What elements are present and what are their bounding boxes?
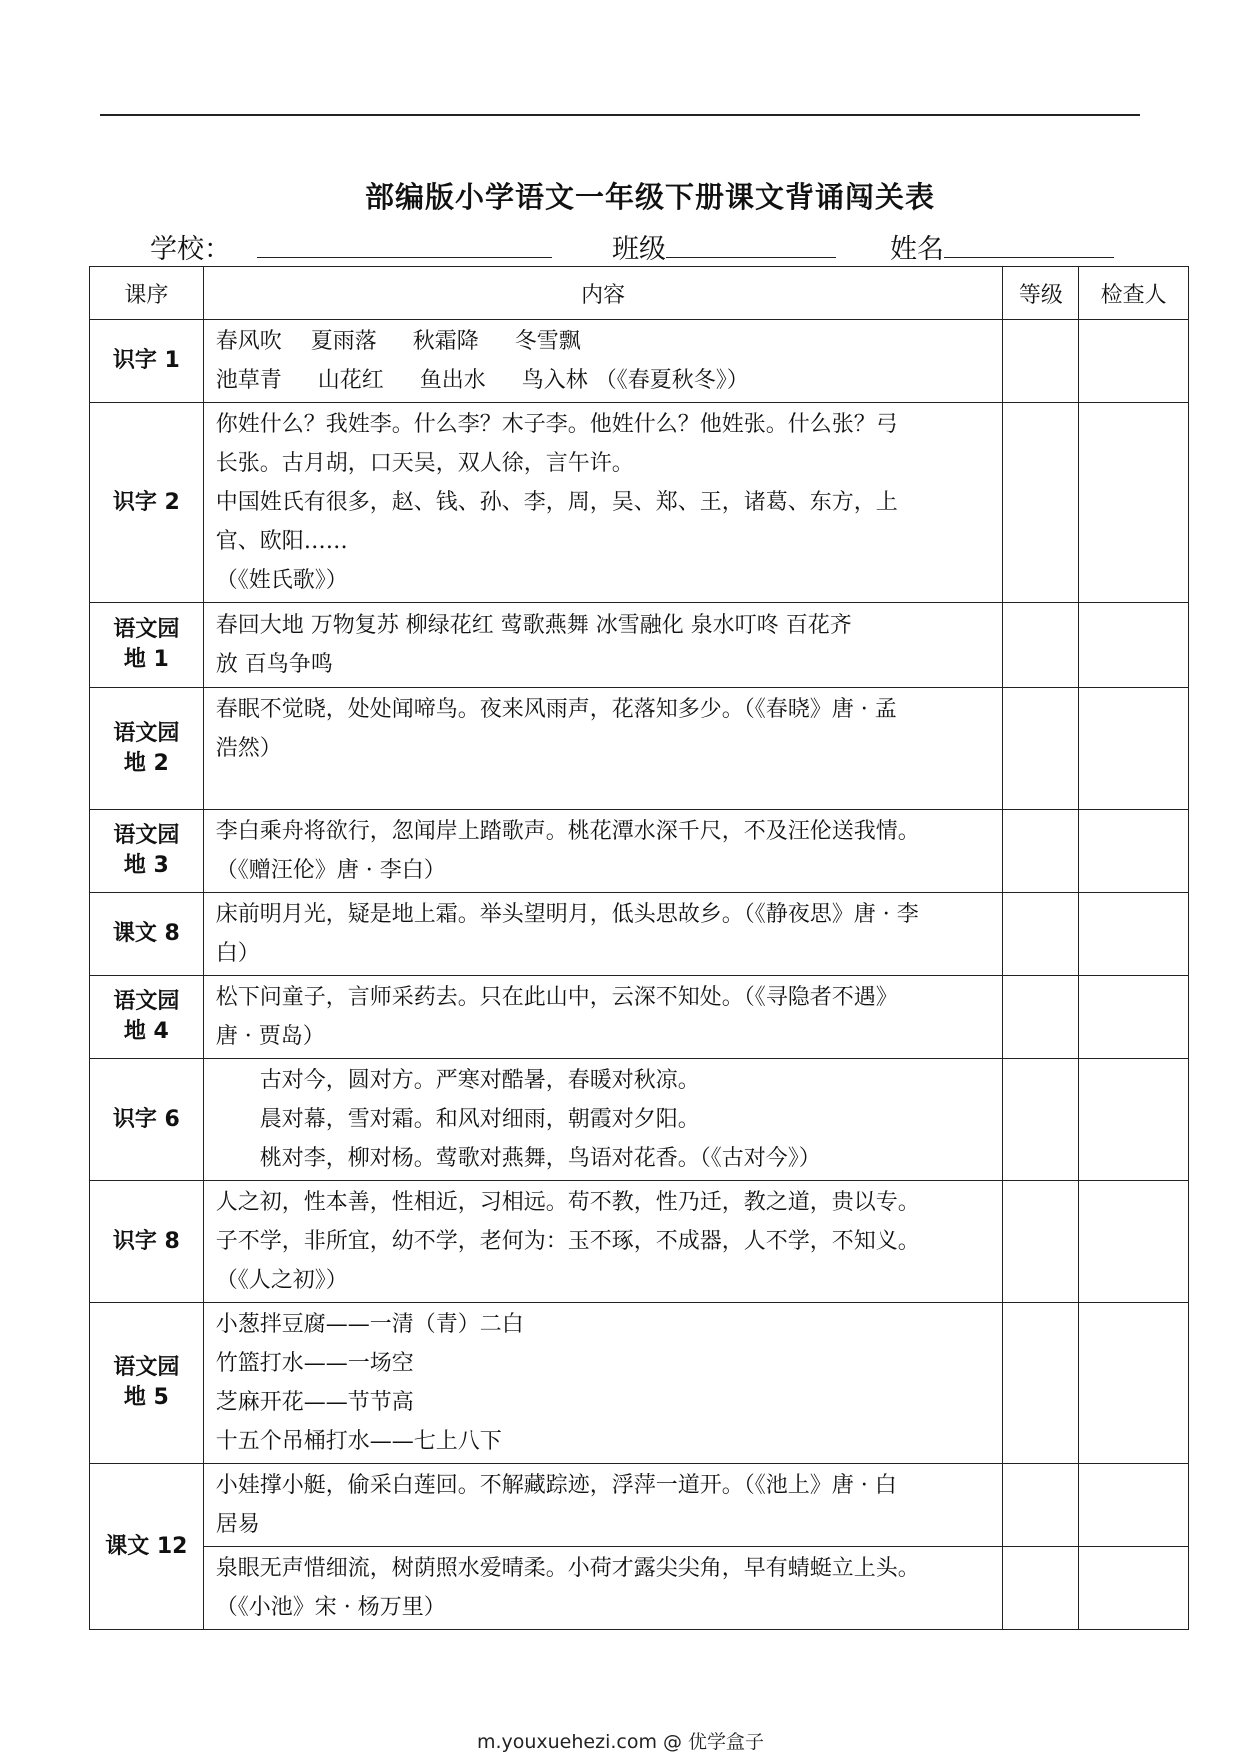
lesson-code: 识字 6 (90, 1059, 204, 1181)
checker-cell[interactable] (1079, 1303, 1189, 1464)
class-blank[interactable] (666, 231, 836, 258)
grade-cell[interactable] (1003, 1303, 1079, 1464)
lesson-code: 语文园 地 4 (90, 976, 204, 1059)
lesson-code: 语文园 地 2 (90, 688, 204, 810)
recitation-content (203, 1181, 1003, 1303)
header-order: 课序 (90, 267, 204, 320)
content-line: 你姓什么？我姓李。什么李？木子李。他姓什么？他姓张。什么张？弓 (215, 412, 898, 437)
recitation-content (203, 320, 1003, 403)
content-line: 李白乘舟将欲行，忽闻岸上踏歌声。桃花潭水深千尺，不及汪伦送我情。 (215, 819, 920, 844)
checker-cell[interactable] (1079, 320, 1189, 403)
lesson-code: 语文园 地 5 (90, 1303, 204, 1464)
recitation-content (203, 1059, 1003, 1181)
recitation-content (203, 688, 1003, 810)
grade-cell[interactable] (1003, 1464, 1079, 1547)
header-grade: 等级 (1003, 267, 1079, 320)
grade-cell[interactable] (1003, 603, 1079, 688)
checker-cell[interactable] (1079, 810, 1189, 893)
content-line: 池草青 山花红 鱼出水 鸟入林 （《春夏秋冬》） (215, 368, 749, 393)
content-line: 唐 · 贾岛） (215, 1024, 325, 1049)
content-line: 春风吹 夏雨落 秋霜降 冬雪飘 (215, 329, 581, 354)
recitation-content (203, 403, 1003, 603)
content-line: 竹篮打水——一场空 (215, 1351, 414, 1376)
grade-cell[interactable] (1003, 1181, 1079, 1303)
lesson-code: 识字 8 (90, 1181, 204, 1303)
footer-watermark: m.youxuehezi.com @ 优学盒子 (476, 1731, 765, 1753)
school-label: 学校： (150, 234, 231, 265)
checker-cell[interactable] (1079, 1547, 1189, 1630)
content-line: 浩然） (215, 736, 282, 761)
table-row (90, 1547, 1189, 1630)
checker-cell[interactable] (1079, 603, 1189, 688)
content-line: （《赠汪伦》唐 · 李白） (215, 858, 446, 883)
content-line: 桃对李，柳对杨。莺歌对燕舞，鸟语对花香。（《古对今》） (215, 1146, 821, 1171)
content-line: 白） (215, 941, 260, 966)
content-line: 芝麻开花——节节高 (215, 1390, 414, 1415)
table-row (90, 403, 1189, 603)
school-field (150, 227, 552, 266)
content-line: （《人之初》） (215, 1268, 348, 1293)
checker-cell[interactable] (1079, 976, 1189, 1059)
lesson-code: 语文园 地 1 (90, 603, 204, 688)
recitation-content (203, 1303, 1003, 1464)
header-rule (100, 114, 1140, 116)
grade-cell[interactable] (1003, 893, 1079, 976)
content-line: 晨对幕，雪对霜。和风对细雨，朝霞对夕阳。 (215, 1107, 700, 1132)
header-checker: 检查人 (1079, 267, 1189, 320)
content-line: （《姓氏歌》） (215, 568, 348, 593)
content-line: 长张。古月胡，口天吴，双人徐，言午许。 (215, 451, 634, 476)
content-line: （《小池》宋 · 杨万里） (215, 1595, 446, 1620)
grade-cell[interactable] (1003, 320, 1079, 403)
recitation-content (203, 603, 1003, 688)
grade-cell[interactable] (1003, 1059, 1079, 1181)
table-row (90, 1181, 1189, 1303)
table-row (90, 1464, 1189, 1547)
content-line: 十五个吊桶打水——七上八下 (215, 1429, 502, 1454)
lesson-code: 课文 12 (90, 1464, 204, 1630)
content-line: 泉眼无声惜细流，树荫照水爱晴柔。小荷才露尖尖角，早有蜻蜓立上头。 (215, 1556, 920, 1581)
grade-cell[interactable] (1003, 976, 1079, 1059)
header-content: 内容 (203, 267, 1003, 320)
recitation-table (89, 266, 1189, 1630)
recitation-content (203, 976, 1003, 1059)
page-title: 部编版小学语文一年级下册课文背诵闯关表 (364, 180, 935, 214)
name-label: 姓名 (890, 234, 944, 265)
content-line: 春眠不觉晓，处处闻啼鸟。夜来风雨声，花落知多少。（《春晓》唐 · 孟 (215, 697, 897, 722)
table-row (90, 603, 1189, 688)
table-body (90, 320, 1189, 1630)
checker-cell[interactable] (1079, 403, 1189, 603)
lesson-code: 课文 8 (90, 893, 204, 976)
content-line: 小葱拌豆腐——一清（青）二白 (215, 1312, 524, 1337)
grade-cell[interactable] (1003, 1547, 1079, 1630)
content-line: 子不学，非所宜，幼不学，老何为：玉不琢，不成器，人不学，不知义。 (215, 1229, 920, 1254)
content-line: 放 百鸟争鸣 (215, 652, 333, 677)
table-row (90, 1303, 1189, 1464)
checker-cell[interactable] (1079, 1059, 1189, 1181)
grade-cell[interactable] (1003, 688, 1079, 810)
recitation-content (203, 1464, 1003, 1547)
content-line: 居易 (215, 1512, 260, 1537)
content-line: 春回大地 万物复苏 柳绿花红 莺歌燕舞 冰雪融化 泉水叮咚 百花齐 (215, 613, 852, 638)
table-row (90, 893, 1189, 976)
checker-cell[interactable] (1079, 1464, 1189, 1547)
recitation-content (203, 893, 1003, 976)
recitation-content (203, 810, 1003, 893)
checker-cell[interactable] (1079, 1181, 1189, 1303)
table-header-row (90, 267, 1189, 320)
content-line: 中国姓氏有很多，赵、钱、孙、李，周，吴、郑、王，诸葛、东方，上 (215, 490, 898, 515)
lesson-code: 识字 1 (90, 320, 204, 403)
class-label: 班级 (612, 234, 666, 265)
lesson-code: 语文园 地 3 (90, 810, 204, 893)
content-line: 松下问童子，言师采药去。只在此山中，云深不知处。（《寻隐者不遇》 (215, 985, 898, 1010)
content-line (216, 768, 993, 807)
name-field (890, 227, 1114, 266)
school-blank[interactable] (257, 231, 552, 258)
table-row (90, 810, 1189, 893)
table-row (90, 320, 1189, 403)
content-line: 小娃撑小艇，偷采白莲回。不解藏踪迹，浮萍一道开。（《池上》唐 · 白 (215, 1473, 897, 1498)
checker-cell[interactable] (1079, 893, 1189, 976)
content-line: 床前明月光，疑是地上霜。举头望明月，低头思故乡。（《静夜思》唐 · 李 (215, 902, 919, 927)
lesson-code: 识字 2 (90, 403, 204, 603)
grade-cell[interactable] (1003, 403, 1079, 603)
content-line: 古对今，圆对方。严寒对酷暑，春暖对秋凉。 (215, 1068, 700, 1093)
checker-cell[interactable] (1079, 688, 1189, 810)
class-field (612, 227, 836, 266)
table-row (90, 976, 1189, 1059)
grade-cell[interactable] (1003, 810, 1079, 893)
content-line: 人之初，性本善，性相近，习相远。苟不教，性乃迁，教之道，贵以专。 (215, 1190, 920, 1215)
recitation-content (203, 1547, 1003, 1630)
content-line: 官、欧阳…… (215, 529, 348, 554)
table-row (90, 1059, 1189, 1181)
name-blank[interactable] (944, 231, 1114, 258)
table-row (90, 688, 1189, 810)
